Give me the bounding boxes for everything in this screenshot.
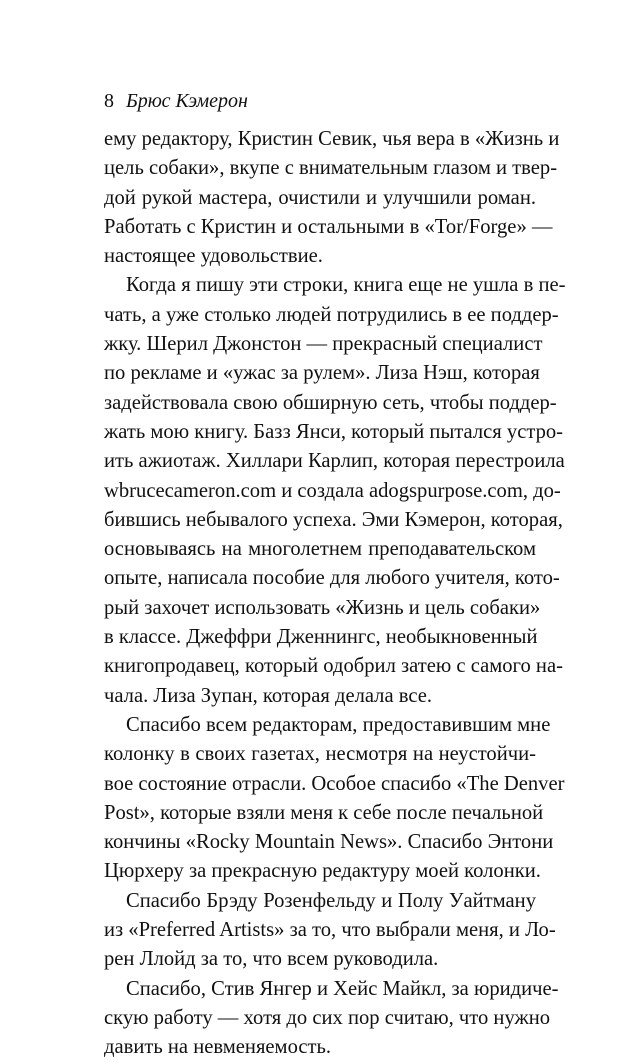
text-line: колонку в своих газетах, несмотря на неустойчи-	[104, 743, 536, 766]
text-line: задействовала свою обширную сеть, чтобы поддер-	[104, 391, 557, 414]
text-line: Post», которые взяли меня к себе после печальной	[104, 801, 544, 824]
text-line: жать мою книгу. Базз Янси, который пытался устро-	[104, 420, 564, 443]
text-line: wbrucecameron.com и создала adogspurpose.com, до-	[104, 479, 561, 502]
text-line: Спасибо всем редакторам, предоставившим мне	[126, 713, 551, 736]
text-line: Когда я пишу эти строки, книга еще не ушла в пе-	[126, 274, 566, 297]
text-line: жку. Шерил Джонстон — прекрасный специалист	[104, 333, 543, 356]
text-line: из «Preferred Artists» за то, что выбрали меня, и Ло-	[104, 919, 556, 942]
page-number: 8	[104, 90, 114, 112]
text-line: книгопродавец, который одобрил затею с самого на-	[104, 655, 563, 678]
text-line: опыте, написала пособие для любого учителя, кото-	[104, 567, 560, 590]
text-line: Работать с Кристин и остальными в «Tor/Forge» —	[104, 215, 553, 238]
running-title: Брюс Кэмерон	[126, 90, 248, 112]
text-line: рен Ллойд за то, что всем руководила.	[104, 948, 439, 971]
text-line: кончины «Rocky Mountain News». Спасибо Энтони	[104, 831, 554, 854]
text-line: чала. Лиза Зупан, которая делала все.	[104, 684, 433, 707]
text-line: по рекламе и «ужас за рулем». Лиза Нэш, которая	[104, 362, 540, 385]
text-line: цель собаки», вкупе с внимательным глазом и твер-	[104, 157, 558, 180]
text-line: вое состояние отрасли. Особое спасибо «The Denver	[104, 772, 565, 795]
text-line: чать, а уже столько людей потрудились в ее поддер-	[104, 303, 559, 326]
text-line: рый захочет использовать «Жизнь и цель собаки»	[104, 596, 541, 619]
text-line: давить на невменяемость.	[104, 1036, 332, 1059]
text-line: Спасибо Брэду Розенфельду и Полу Уайтману	[126, 889, 536, 912]
text-line: ему редактору, Кристин Севик, чья вера в «Жизнь и	[104, 128, 560, 150]
text-line: Цюрхеру за прекрасную редактуру моей колонки.	[104, 860, 541, 883]
text-line: скую работу — хотя до сих пор считаю, что нужно	[104, 1006, 551, 1029]
body-text	[104, 125, 566, 1063]
text-line: в классе. Джеффри Дженнингс, необыкновенный	[104, 626, 538, 649]
running-head	[104, 89, 248, 113]
text-line: основываясь на многолетнем преподавательском	[104, 538, 536, 561]
text-line: Спасибо, Стив Янгер и Хейс Майкл, за юридиче-	[126, 977, 559, 1000]
text-line: настоящее удовольствие.	[104, 245, 323, 268]
text-line: бившись небывалого успеха. Эми Кэмерон, которая,	[104, 508, 563, 531]
text-line: ить ажиотаж. Хиллари Карлип, которая перестроила	[104, 450, 565, 473]
text-line: дой рукой мастера, очистили и улучшили роман.	[104, 186, 536, 209]
